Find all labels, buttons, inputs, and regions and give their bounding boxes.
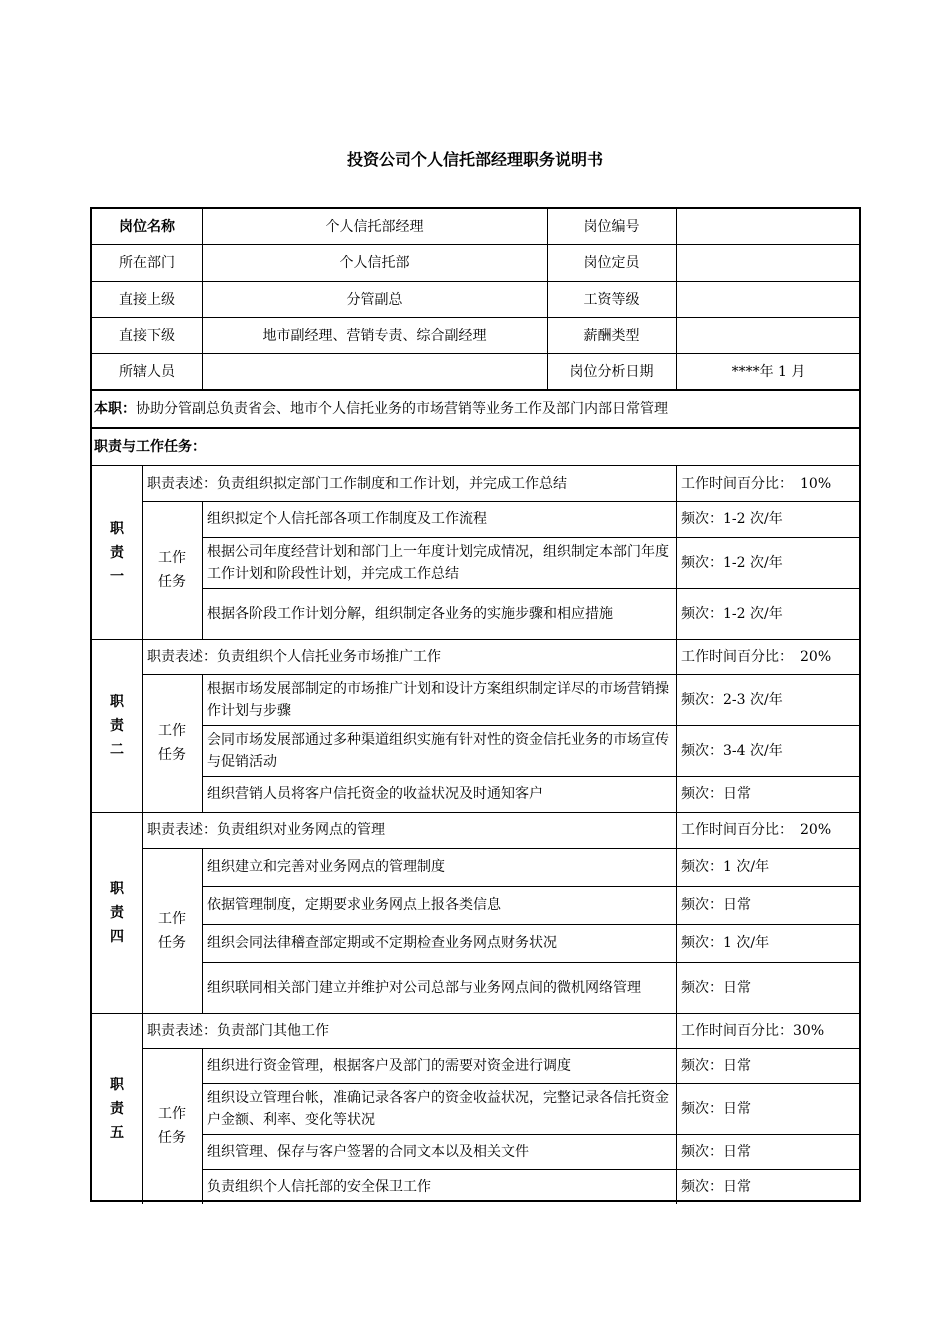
duties-header: 职责与工作任务：	[94, 439, 206, 455]
label-pay-type: 薪酬类型	[583, 328, 640, 344]
duty-name-char: 责	[110, 544, 124, 561]
duty-name-char: 职	[110, 1076, 124, 1093]
duty-name-char: 责	[110, 1100, 124, 1117]
task-frequency: 频次：日常	[681, 1057, 751, 1074]
value-position-code	[676, 209, 861, 244]
task-text: 组织拟定个人信托部各项工作制度及工作流程	[207, 511, 487, 527]
task-label	[142, 501, 202, 639]
page-title: 投资公司个人信托部经理职务说明书	[346, 150, 603, 169]
task-frequency: 频次：日常	[681, 979, 751, 996]
duty-description: 职责表述：负责组织个人信托业务市场推广工作	[147, 648, 441, 665]
task-frequency: 频次：1 次/年	[681, 859, 770, 875]
task-text: 组织会同法律稽查部定期或不定期检查业务网点财务状况	[207, 935, 557, 951]
grid-line	[142, 639, 143, 812]
duty-name	[92, 812, 142, 1013]
task-text: 组织联同相关部门建立并维护对公司总部与业务网点间的微机网络管理	[207, 979, 641, 996]
task-text: 会同市场发展部通过多种渠道组织实施有针对性的资金信托业务的市场宣传与促销活动	[207, 731, 669, 770]
task-label-char: 任务	[158, 747, 186, 763]
task-frequency: 频次：1-2 次/年	[681, 554, 783, 571]
duty-name-char: 责	[110, 717, 124, 734]
task-frequency: 频次：3-4 次/年	[681, 742, 783, 759]
task-label	[142, 848, 202, 1013]
task-text: 负责组织个人信托部的安全保卫工作	[207, 1178, 431, 1195]
grid-line	[142, 466, 143, 639]
task-frequency: 频次：日常	[681, 897, 751, 913]
task-label	[142, 674, 202, 812]
duty-name-char: 责	[110, 904, 124, 921]
task-label-char: 工作	[158, 1106, 186, 1122]
value-pay-type	[676, 318, 861, 354]
value-position-name: 个人信托部经理	[325, 218, 424, 235]
task-label-char: 工作	[158, 550, 186, 566]
task-frequency: 频次：日常	[681, 1100, 751, 1117]
core-duty-label: 本职：	[94, 401, 136, 417]
task-label-char: 工作	[158, 723, 186, 739]
task-frequency: 频次：日常	[681, 786, 751, 802]
core-duty-row	[92, 391, 861, 427]
task-frequency: 频次：日常	[681, 1143, 751, 1160]
duty-name-char: 职	[110, 693, 124, 710]
label-position-name: 岗位名称	[119, 218, 175, 235]
task-frequency: 频次：日常	[681, 1178, 751, 1195]
duty-name	[92, 639, 142, 812]
task-text: 组织建立和完善对业务网点的管理制度	[207, 859, 445, 875]
grid-line	[142, 812, 143, 1013]
label-department: 所在部门	[119, 255, 175, 271]
label-headcount: 岗位定员	[583, 255, 640, 271]
duty-name-char: 职	[110, 880, 124, 897]
duty-description: 职责表述：负责组织对业务网点的管理	[147, 822, 385, 838]
duty-time-percent: 工作时间百分比：30%	[681, 1022, 825, 1039]
duty-name	[92, 1013, 142, 1204]
value-salary-grade	[676, 282, 861, 318]
task-text: 组织进行资金管理，根据客户及部门的需要对资金进行调度	[207, 1057, 571, 1074]
label-superior: 直接上级	[119, 292, 175, 308]
duty-name-char: 职	[110, 520, 124, 537]
task-label-char: 任务	[158, 1130, 186, 1146]
grid-line	[142, 1013, 143, 1204]
value-analysis-date: ****年 1 月	[731, 364, 806, 380]
label-analysis-date: 岗位分析日期	[569, 364, 654, 380]
duty-name-char: 一	[110, 568, 124, 585]
duty-name	[92, 466, 142, 639]
task-text: 依据管理制度，定期要求业务网点上报各类信息	[207, 897, 501, 913]
task-label	[142, 1048, 202, 1204]
duty-name-char: 四	[110, 928, 124, 945]
value-headcount	[676, 245, 861, 281]
duty-time-percent: 工作时间百分比： 10%	[681, 475, 832, 492]
duty-description: 职责表述：负责组织拟定部门工作制度和工作计划，并完成工作总结	[147, 475, 567, 492]
task-label-char: 工作	[158, 910, 186, 927]
task-text: 根据各阶段工作计划分解，组织制定各业务的实施步骤和相应措施	[207, 605, 613, 622]
task-label-char: 任务	[158, 574, 186, 590]
task-label-char: 任务	[158, 934, 186, 951]
task-text: 根据市场发展部制定的市场推广计划和设计方案组织制定详尽的市场营销操作计划与步骤	[207, 680, 669, 719]
label-position-code: 岗位编号	[583, 218, 640, 235]
task-text: 根据公司年度经营计划和部门上一年度计划完成情况，组织制定本部门年度工作计划和阶段性计划，并完成工作总结	[207, 543, 669, 582]
value-superior: 分管副总	[346, 292, 403, 308]
label-subordinates: 直接下级	[119, 328, 175, 344]
task-text: 组织管理、保存与客户签署的合同文本以及相关文件	[207, 1143, 529, 1160]
duty-time-percent: 工作时间百分比： 20%	[681, 822, 832, 838]
duty-name-char: 五	[110, 1124, 124, 1141]
job-description-table	[90, 207, 861, 1202]
task-frequency: 频次：1-2 次/年	[681, 511, 783, 527]
task-text: 组织设立管理台帐，准确记录各客户的资金收益状况，完整记录各信托资金户金额、利率、变化等状况	[207, 1089, 669, 1128]
value-department: 个人信托部	[339, 255, 410, 271]
value-staff	[202, 354, 547, 390]
duty-name-char: 二	[110, 741, 124, 758]
duty-description: 职责表述：负责部门其他工作	[147, 1022, 329, 1039]
label-salary-grade: 工资等级	[583, 292, 640, 308]
task-frequency: 频次：2-3 次/年	[681, 691, 783, 708]
core-duty-text: 协助分管副总负责省会、地市个人信托业务的市场营销等业务工作及部门内部日常管理	[136, 401, 668, 417]
label-staff: 所辖人员	[119, 364, 175, 380]
task-frequency: 频次：1 次/年	[681, 935, 770, 951]
task-frequency: 频次：1-2 次/年	[681, 605, 783, 622]
duty-time-percent: 工作时间百分比： 20%	[681, 648, 832, 665]
task-text: 组织营销人员将客户信托资金的收益状况及时通知客户	[207, 786, 543, 802]
value-subordinates: 地市副经理、营销专责、综合副经理	[262, 328, 487, 344]
